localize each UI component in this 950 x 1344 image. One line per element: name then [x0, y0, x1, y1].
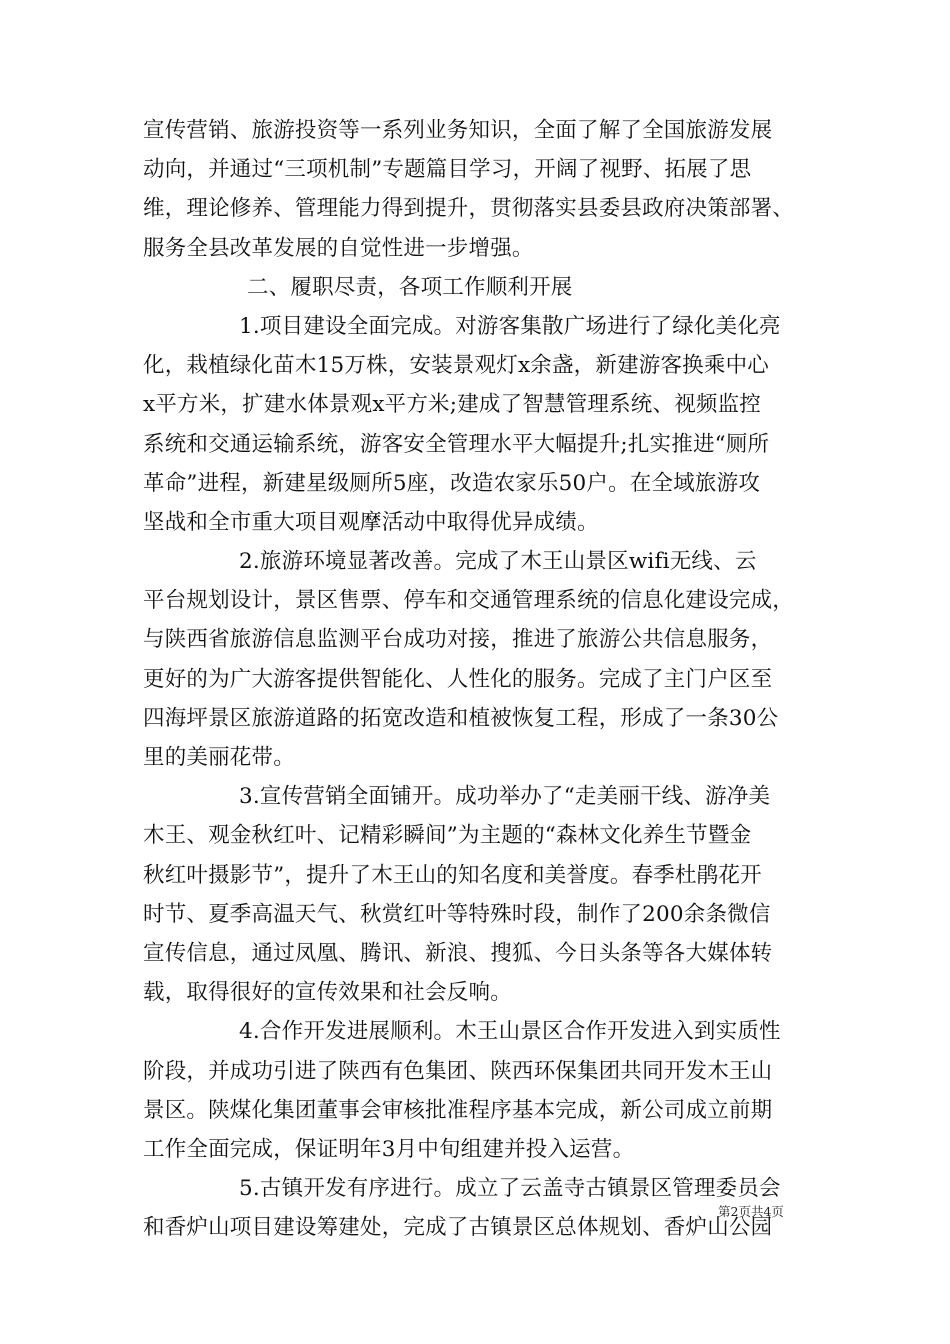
text-line: x平方米，扩建水体景观x平方米;建成了智慧管理系统、视频监控 [143, 392, 761, 418]
paragraph-start-line: 4.合作开发进展顺利。木王山景区合作开发进入到实质性 [239, 1019, 781, 1045]
text-line: 宣传营销、旅游投资等一系列业务知识，全面了解了全国旅游发展 [143, 118, 773, 143]
text-line: 动向，并通过“三项机制”专题篇目学习，开阔了视野、拓展了思 [143, 157, 752, 183]
paragraph-start-line: 5.古镇开发有序进行。成立了云盖寺古镇景区管理委员会 [239, 1176, 781, 1202]
text-line: 化，栽植绿化苗木15万株，安装景观灯x余盏，新建游客换乘中心 [143, 353, 769, 379]
text-line: 秋红叶摄影节”，提升了木王山的知名度和美誉度。春季杜鹃花开 [143, 862, 762, 888]
text-line: 木王、观金秋红叶、记精彩瞬间”为主题的“森林文化养生节暨金 [143, 823, 752, 849]
text-line: 和香炉山项目建设筹建处，完成了古镇景区总体规划、香炉山公园 [143, 1215, 773, 1241]
text-line: 阶段，并成功引进了陕西有色集团、陕西环保集团共同开发木王山 [143, 1058, 773, 1084]
text-line: 工作全面完成，保证明年3月中旬组建并投入运营。 [143, 1136, 635, 1162]
text-line: 景区。陕煤化集团董事会审核批准程序基本完成，新公司成立前期 [143, 1097, 773, 1123]
text-line: 时节、夏季高温天气、秋赏红叶等特殊时段，制作了200余条微信 [143, 901, 771, 927]
text-line: 更好的为广大游客提供智能化、人性化的服务。完成了主门户区至 [143, 666, 773, 692]
text-line: 宣传信息，通过凤凰、腾讯、新浪、搜狐、今日头条等各大媒体转 [143, 940, 773, 966]
page-number-footer: 第2页共4页 [718, 1204, 784, 1219]
paragraph-start-line: 3.宣传营销全面铺开。成功举办了“走美丽干线、游净美 [239, 784, 771, 810]
text-line: 四海坪景区旅游道路的拓宽改造和植被恢复工程，形成了一条30公 [143, 705, 779, 731]
text-line: 维，理论修养、管理能力得到提升，贯彻落实县委县政府决策部署、 [143, 196, 795, 222]
text-line: 与陕西省旅游信息监测平台成功对接，推进了旅游公共信息服务， [143, 627, 773, 653]
text-line: 系统和交通运输系统，游客安全管理水平大幅提升;扎实推进“厕所 [143, 431, 770, 457]
paragraph-start-line: 1.项目建设全面完成。对游客集散广场进行了绿化美化亮 [239, 313, 781, 339]
section-heading: 二、履职尽责，各项工作顺利开展 [247, 274, 573, 300]
text-line: 里的美丽花带。 [143, 745, 295, 770]
text-line: 载，取得很好的宣传效果和社会反响。 [143, 980, 512, 1006]
text-line: 平台规划设计，景区售票、停车和交通管理系统的信息化建设完成， [143, 588, 795, 614]
text-line: 服务全县改革发展的自觉性进一步增强。 [143, 235, 534, 261]
text-line: 革命”进程，新建星级厕所5座，改造农家乐50户。在全域旅游攻 [143, 470, 761, 496]
paragraph-start-line: 2.旅游环境显著改善。完成了木王山景区wifi无线、云 [239, 549, 757, 575]
text-line: 坚战和全市重大项目观摩活动中取得优异成绩。 [143, 509, 599, 535]
body-text [143, 111, 813, 1247]
